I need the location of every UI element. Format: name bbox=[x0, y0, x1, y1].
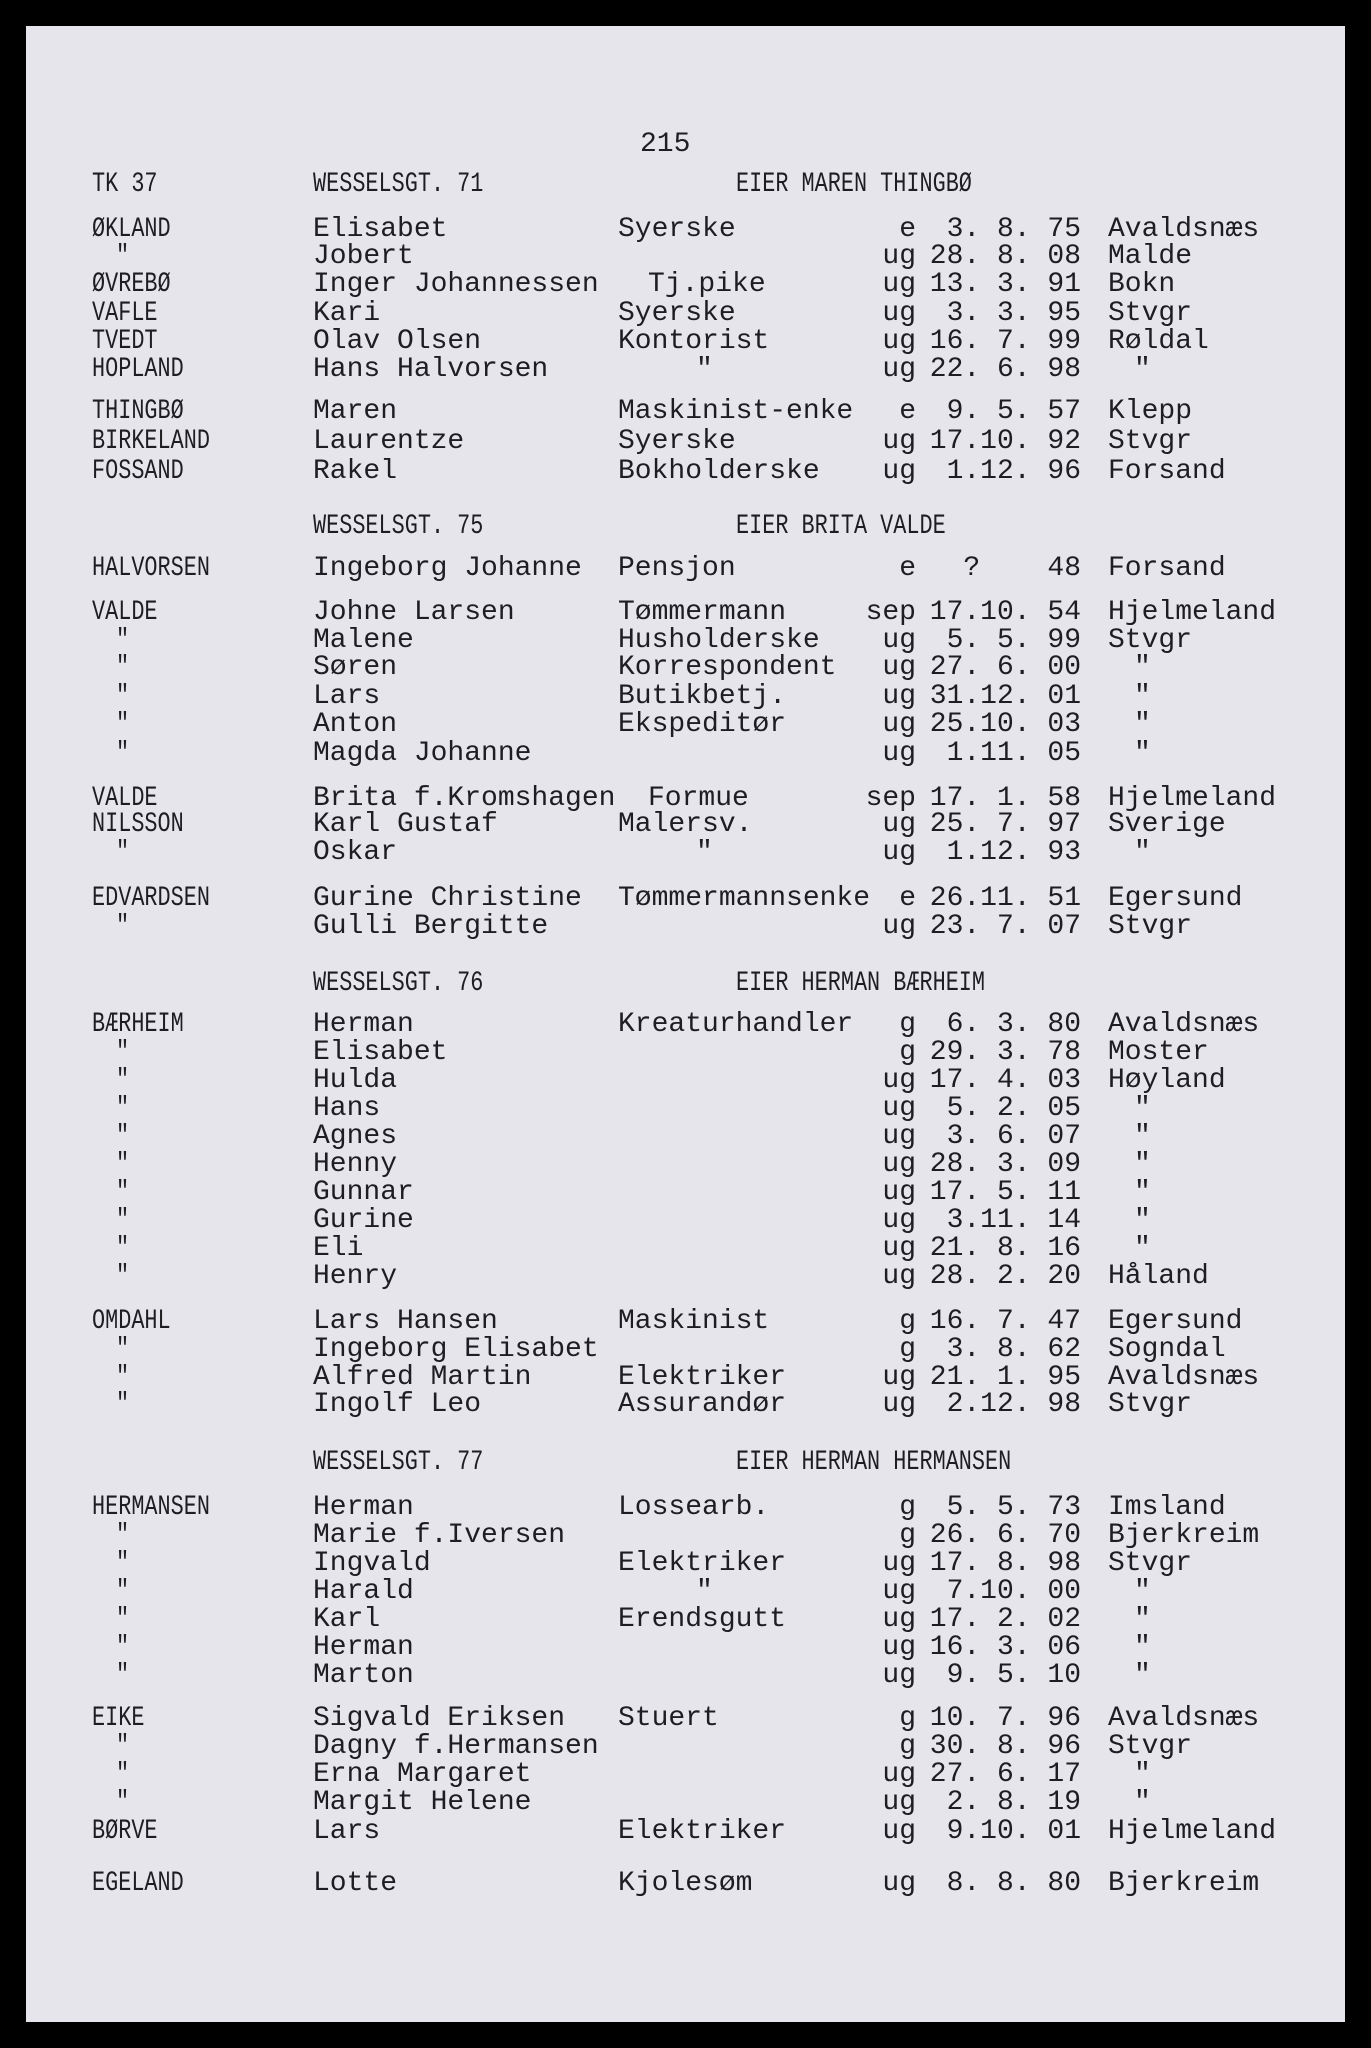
birthplace: " bbox=[1134, 1759, 1151, 1790]
given-name: Jobert bbox=[313, 241, 414, 272]
marital-status: ug bbox=[882, 1787, 916, 1818]
birth-date: 3. 8. 75 bbox=[946, 214, 1081, 245]
marital-status: e bbox=[899, 553, 916, 584]
section-owner: EIER MAREN THINGBØ bbox=[736, 169, 972, 200]
occupation: Elektriker bbox=[618, 1548, 787, 1579]
surname: " bbox=[116, 1121, 130, 1152]
surname: " bbox=[116, 1233, 130, 1264]
marital-status: ug bbox=[882, 1632, 916, 1663]
birthplace: " bbox=[1134, 354, 1151, 385]
birth-date: 25.10. 03 bbox=[929, 709, 1081, 740]
marital-status: g bbox=[899, 1334, 916, 1365]
occupation: Formue bbox=[648, 783, 749, 814]
birthplace: Håland bbox=[1108, 1261, 1209, 1292]
birth-date: 3. 6. 07 bbox=[946, 1121, 1081, 1152]
birthplace: " bbox=[1134, 1205, 1151, 1236]
occupation: Ekspeditør bbox=[618, 709, 787, 740]
surname: " bbox=[116, 1149, 130, 1180]
district-label: TK 37 bbox=[92, 169, 158, 200]
occupation: Pensjon bbox=[618, 553, 736, 584]
birthplace: Stvgr bbox=[1108, 298, 1193, 329]
given-name: Søren bbox=[313, 652, 398, 683]
section-address: WESSELSGT. 75 bbox=[313, 511, 484, 542]
occupation: Korrespondent bbox=[618, 652, 837, 683]
surname: " bbox=[116, 709, 130, 740]
section-address: WESSELSGT. 76 bbox=[313, 968, 484, 999]
occupation: Malersv. bbox=[618, 809, 753, 840]
surname: EIKE bbox=[92, 1703, 145, 1734]
birth-date: 10. 7. 96 bbox=[929, 1703, 1081, 1734]
birthplace: Stvgr bbox=[1108, 1389, 1193, 1420]
marital-status: ug bbox=[882, 1177, 916, 1208]
given-name: Gulli Bergitte bbox=[313, 911, 549, 942]
given-name: Henry bbox=[313, 1261, 398, 1292]
surname: HERMANSEN bbox=[92, 1492, 210, 1523]
marital-status: g bbox=[899, 1731, 916, 1762]
occupation: Syerske bbox=[618, 214, 736, 245]
occupation: Erendsgutt bbox=[618, 1604, 787, 1635]
birthplace: Klepp bbox=[1108, 396, 1193, 427]
birth-date: 9.10. 01 bbox=[946, 1816, 1081, 1847]
birth-date: 3. 8. 62 bbox=[946, 1334, 1081, 1365]
marital-status: ug bbox=[882, 1065, 916, 1096]
surname: HOPLAND bbox=[92, 354, 184, 385]
birth-date: 26. 6. 70 bbox=[929, 1520, 1081, 1551]
given-name: Ingeborg Elisabet bbox=[313, 1334, 599, 1365]
marital-status: ug bbox=[882, 709, 916, 740]
birth-date: 3.11. 14 bbox=[946, 1205, 1081, 1236]
birthplace: Hjelmeland bbox=[1108, 597, 1277, 628]
marital-status: ug bbox=[882, 1576, 916, 1607]
occupation: Butikbetj. bbox=[618, 681, 787, 712]
given-name: Erna Margaret bbox=[313, 1759, 532, 1790]
birth-date: 1.12. 96 bbox=[946, 456, 1081, 487]
birth-date: 8. 8. 80 bbox=[946, 1868, 1081, 1899]
marital-status: g bbox=[899, 1703, 916, 1734]
occupation: Bokholderske bbox=[618, 456, 820, 487]
birthplace: Avaldsnæs bbox=[1108, 1703, 1260, 1734]
marital-status: ug bbox=[882, 625, 916, 656]
given-name: Brita f.Kromshagen bbox=[313, 783, 616, 814]
birth-date: 17. 5. 11 bbox=[929, 1177, 1081, 1208]
occupation: Tj.pike bbox=[648, 269, 766, 300]
marital-status: ug bbox=[882, 1093, 916, 1124]
surname: " bbox=[116, 1759, 130, 1790]
birth-date: 17.10. 54 bbox=[929, 597, 1081, 628]
marital-status: ug bbox=[882, 1261, 916, 1292]
marital-status: sep bbox=[865, 597, 916, 628]
birth-date: 27. 6. 00 bbox=[929, 652, 1081, 683]
birth-date: 17.10. 92 bbox=[929, 426, 1081, 457]
marital-status: ug bbox=[882, 1660, 916, 1691]
marital-status: ug bbox=[882, 1121, 916, 1152]
surname: VAFLE bbox=[92, 298, 158, 329]
given-name: Oskar bbox=[313, 837, 398, 868]
marital-status: g bbox=[899, 1306, 916, 1337]
birth-date: 27. 6. 17 bbox=[929, 1759, 1081, 1790]
birthplace: " bbox=[1134, 1576, 1151, 1607]
surname: " bbox=[116, 1093, 130, 1124]
birth-date: 17. 4. 03 bbox=[929, 1065, 1081, 1096]
section-owner: EIER HERMAN BÆRHEIM bbox=[736, 968, 986, 999]
given-name: Ingolf Leo bbox=[313, 1389, 482, 1420]
surname: THINGBØ bbox=[92, 396, 184, 427]
surname: " bbox=[116, 241, 130, 272]
marital-status: ug bbox=[882, 1205, 916, 1236]
birthplace: " bbox=[1134, 1604, 1151, 1635]
birth-date: 5. 5. 73 bbox=[946, 1492, 1081, 1523]
birthplace: Stvgr bbox=[1108, 911, 1193, 942]
birth-date: 17. 1. 58 bbox=[929, 783, 1081, 814]
birthplace: Avaldsnæs bbox=[1108, 1009, 1260, 1040]
occupation: " bbox=[696, 837, 713, 868]
surname: OMDAHL bbox=[92, 1306, 171, 1337]
birthplace: Avaldsnæs bbox=[1108, 1362, 1260, 1393]
surname: HALVORSEN bbox=[92, 553, 210, 584]
given-name: Harald bbox=[313, 1576, 414, 1607]
given-name: Herman bbox=[313, 1492, 414, 1523]
surname: " bbox=[116, 681, 130, 712]
birthplace: " bbox=[1134, 709, 1151, 740]
marital-status: ug bbox=[882, 241, 916, 272]
given-name: Anton bbox=[313, 709, 398, 740]
birth-date: 17. 8. 98 bbox=[929, 1548, 1081, 1579]
given-name: Eli bbox=[313, 1233, 364, 1264]
occupation: Kreaturhandler bbox=[618, 1009, 854, 1040]
given-name: Henny bbox=[313, 1149, 398, 1180]
surname: " bbox=[116, 625, 130, 656]
birthplace: Sverige bbox=[1108, 809, 1226, 840]
birth-date: 21. 1. 95 bbox=[929, 1362, 1081, 1393]
birthplace: Egersund bbox=[1108, 1306, 1243, 1337]
birth-date: 13. 3. 91 bbox=[929, 269, 1081, 300]
marital-status: ug bbox=[882, 1759, 916, 1790]
given-name: Lars bbox=[313, 1816, 381, 1847]
given-name: Sigvald Eriksen bbox=[313, 1703, 566, 1734]
birthplace: " bbox=[1134, 1787, 1151, 1818]
marital-status: ug bbox=[882, 456, 916, 487]
birth-date: 28. 8. 08 bbox=[929, 241, 1081, 272]
marital-status: sep bbox=[865, 783, 916, 814]
surname: " bbox=[116, 911, 130, 942]
marital-status: ug bbox=[882, 354, 916, 385]
marital-status: g bbox=[899, 1037, 916, 1068]
marital-status: ug bbox=[882, 1149, 916, 1180]
birth-date: 23. 7. 07 bbox=[929, 911, 1081, 942]
birthplace: " bbox=[1134, 1233, 1151, 1264]
occupation: Stuert bbox=[618, 1703, 719, 1734]
given-name: Inger Johannessen bbox=[313, 269, 599, 300]
surname: ØVREBØ bbox=[92, 269, 171, 300]
birth-date: 29. 3. 78 bbox=[929, 1037, 1081, 1068]
occupation: Kontorist bbox=[618, 326, 770, 357]
given-name: Herman bbox=[313, 1632, 414, 1663]
marital-status: ug bbox=[882, 326, 916, 357]
given-name: Marton bbox=[313, 1660, 414, 1691]
occupation: Elektriker bbox=[618, 1362, 787, 1393]
marital-status: ug bbox=[882, 1548, 916, 1579]
marital-status: ug bbox=[882, 809, 916, 840]
birthplace: Avaldsnæs bbox=[1108, 214, 1260, 245]
birthplace: " bbox=[1134, 1149, 1151, 1180]
birthplace: Røldal bbox=[1108, 326, 1209, 357]
birth-date: 21. 8. 16 bbox=[929, 1233, 1081, 1264]
surname: NILSSON bbox=[92, 809, 184, 840]
given-name: Rakel bbox=[313, 456, 398, 487]
given-name: Herman bbox=[313, 1009, 414, 1040]
birth-date: 9. 5. 10 bbox=[946, 1660, 1081, 1691]
given-name: Lars Hansen bbox=[313, 1306, 498, 1337]
section-owner: EIER BRITA VALDE bbox=[736, 511, 946, 542]
occupation: " bbox=[696, 354, 713, 385]
given-name: Agnes bbox=[313, 1121, 398, 1152]
given-name: Karl bbox=[313, 1604, 381, 1635]
surname: " bbox=[116, 1389, 130, 1420]
birthplace: Sogndal bbox=[1108, 1334, 1226, 1365]
birth-date: 5. 5. 99 bbox=[946, 625, 1081, 656]
occupation: Tømmermannsenke bbox=[618, 883, 871, 914]
surname: ØKLAND bbox=[92, 214, 171, 245]
marital-status: ug bbox=[882, 681, 916, 712]
occupation: Husholderske bbox=[618, 625, 820, 656]
surname: " bbox=[116, 1334, 130, 1365]
surname: " bbox=[116, 1576, 130, 1607]
birth-date: 1.11. 05 bbox=[946, 738, 1081, 769]
birthplace: Malde bbox=[1108, 241, 1193, 272]
birthplace: Stvgr bbox=[1108, 625, 1193, 656]
birth-date: 25. 7. 97 bbox=[929, 809, 1081, 840]
given-name: Lotte bbox=[313, 1868, 398, 1899]
surname: " bbox=[116, 1731, 130, 1762]
given-name: Ingeborg Johanne bbox=[313, 553, 582, 584]
surname: " bbox=[116, 738, 130, 769]
marital-status: ug bbox=[882, 911, 916, 942]
given-name: Lars bbox=[313, 681, 381, 712]
surname: " bbox=[116, 1660, 130, 1691]
marital-status: e bbox=[899, 396, 916, 427]
birth-date: 16. 7. 47 bbox=[929, 1306, 1081, 1337]
marital-status: ug bbox=[882, 298, 916, 329]
paper-sheet bbox=[26, 26, 1345, 2022]
birth-date: 31.12. 01 bbox=[929, 681, 1081, 712]
given-name: Ingvald bbox=[313, 1548, 431, 1579]
birthplace: Stvgr bbox=[1108, 1731, 1193, 1762]
birthplace: " bbox=[1134, 681, 1151, 712]
section-address: WESSELSGT. 77 bbox=[313, 1447, 484, 1478]
surname: " bbox=[116, 652, 130, 683]
surname: " bbox=[116, 1520, 130, 1551]
birthplace: Bjerkreim bbox=[1108, 1520, 1260, 1551]
surname: VALDE bbox=[92, 783, 158, 814]
surname: FOSSAND bbox=[92, 456, 184, 487]
birth-date: 30. 8. 96 bbox=[929, 1731, 1081, 1762]
given-name: Hans bbox=[313, 1093, 381, 1124]
birthplace: Imsland bbox=[1108, 1492, 1226, 1523]
given-name: Elisabet bbox=[313, 214, 448, 245]
birth-date: 16. 3. 06 bbox=[929, 1632, 1081, 1663]
occupation: Kjolesøm bbox=[618, 1868, 753, 1899]
marital-status: ug bbox=[882, 1362, 916, 1393]
given-name: Elisabet bbox=[313, 1037, 448, 1068]
birth-date: 7.10. 00 bbox=[946, 1576, 1081, 1607]
given-name: Laurentze bbox=[313, 426, 465, 457]
section-owner: EIER HERMAN HERMANSEN bbox=[736, 1447, 1012, 1478]
surname: " bbox=[116, 1177, 130, 1208]
occupation: Tømmermann bbox=[618, 597, 787, 628]
birthplace: " bbox=[1134, 1632, 1151, 1663]
birth-date: 22. 6. 98 bbox=[929, 354, 1081, 385]
given-name: Gurine Christine bbox=[313, 883, 582, 914]
occupation: Elektriker bbox=[618, 1816, 787, 1847]
birth-date: 9. 5. 57 bbox=[946, 396, 1081, 427]
birth-date: 16. 7. 99 bbox=[929, 326, 1081, 357]
birthplace: " bbox=[1134, 1121, 1151, 1152]
given-name: Karl Gustaf bbox=[313, 809, 498, 840]
surname: " bbox=[116, 1261, 130, 1292]
marital-status: ug bbox=[882, 738, 916, 769]
surname: " bbox=[116, 1065, 130, 1096]
birthplace: " bbox=[1134, 837, 1151, 868]
birth-date: 6. 3. 80 bbox=[946, 1009, 1081, 1040]
marital-status: ug bbox=[882, 1868, 916, 1899]
marital-status: ug bbox=[882, 652, 916, 683]
occupation: Syerske bbox=[618, 298, 736, 329]
birth-date: 2. 8. 19 bbox=[946, 1787, 1081, 1818]
birth-date: 28. 2. 20 bbox=[929, 1261, 1081, 1292]
section-address: WESSELSGT. 71 bbox=[313, 169, 484, 200]
surname: " bbox=[116, 1604, 130, 1635]
surname: " bbox=[116, 1632, 130, 1663]
surname: " bbox=[116, 1037, 130, 1068]
birthplace: Hjelmeland bbox=[1108, 783, 1277, 814]
surname: BØRVE bbox=[92, 1816, 158, 1847]
given-name: Maren bbox=[313, 396, 398, 427]
marital-status: ug bbox=[882, 837, 916, 868]
birth-date: ? 48 bbox=[963, 553, 1081, 584]
occupation: Syerske bbox=[618, 426, 736, 457]
marital-status: ug bbox=[882, 269, 916, 300]
surname: BÆRHEIM bbox=[92, 1009, 184, 1040]
given-name: Johne Larsen bbox=[313, 597, 515, 628]
surname: " bbox=[116, 1787, 130, 1818]
birthplace: Bokn bbox=[1108, 269, 1176, 300]
surname: VALDE bbox=[92, 597, 158, 628]
birth-date: 1.12. 93 bbox=[946, 837, 1081, 868]
birthplace: " bbox=[1134, 1093, 1151, 1124]
given-name: Kari bbox=[313, 298, 381, 329]
given-name: Gunnar bbox=[313, 1177, 414, 1208]
occupation: Maskinist-enke bbox=[618, 396, 854, 427]
birthplace: " bbox=[1134, 1660, 1151, 1691]
marital-status: ug bbox=[882, 1233, 916, 1264]
marital-status: e bbox=[899, 883, 916, 914]
marital-status: ug bbox=[882, 1389, 916, 1420]
given-name: Malene bbox=[313, 625, 414, 656]
surname: " bbox=[116, 1205, 130, 1236]
birthplace: " bbox=[1134, 652, 1151, 683]
birthplace: Bjerkreim bbox=[1108, 1868, 1260, 1899]
occupation: Assurandør bbox=[618, 1389, 787, 1420]
birthplace: Forsand bbox=[1108, 456, 1226, 487]
surname: BIRKELAND bbox=[92, 426, 210, 457]
given-name: Alfred Martin bbox=[313, 1362, 532, 1393]
marital-status: ug bbox=[882, 1816, 916, 1847]
birthplace: Stvgr bbox=[1108, 426, 1193, 457]
given-name: Olav Olsen bbox=[313, 326, 482, 357]
birthplace: Forsand bbox=[1108, 553, 1226, 584]
given-name: Margit Helene bbox=[313, 1787, 532, 1818]
given-name: Dagny f.Hermansen bbox=[313, 1731, 599, 1762]
birth-date: 28. 3. 09 bbox=[929, 1149, 1081, 1180]
birthplace: Egersund bbox=[1108, 883, 1243, 914]
birth-date: 5. 2. 05 bbox=[946, 1093, 1081, 1124]
birthplace: Høyland bbox=[1108, 1065, 1226, 1096]
birth-date: 17. 2. 02 bbox=[929, 1604, 1081, 1635]
birthplace: " bbox=[1134, 738, 1151, 769]
given-name: Marie f.Iversen bbox=[313, 1520, 566, 1551]
occupation: Maskinist bbox=[618, 1306, 770, 1337]
surname: " bbox=[116, 837, 130, 868]
surname: EGELAND bbox=[92, 1868, 184, 1899]
surname: " bbox=[116, 1548, 130, 1579]
birthplace: " bbox=[1134, 1177, 1151, 1208]
marital-status: g bbox=[899, 1520, 916, 1551]
given-name: Hans Halvorsen bbox=[313, 354, 549, 385]
surname: TVEDT bbox=[92, 326, 158, 357]
surname: EDVARDSEN bbox=[92, 883, 210, 914]
birthplace: Moster bbox=[1108, 1037, 1209, 1068]
given-name: Hulda bbox=[313, 1065, 398, 1096]
occupation: Lossearb. bbox=[618, 1492, 770, 1523]
marital-status: ug bbox=[882, 1604, 916, 1635]
marital-status: e bbox=[899, 214, 916, 245]
birthplace: Stvgr bbox=[1108, 1548, 1193, 1579]
birth-date: 2.12. 98 bbox=[946, 1389, 1081, 1420]
page-number: 215 bbox=[640, 129, 691, 160]
given-name: Magda Johanne bbox=[313, 738, 532, 769]
surname: " bbox=[116, 1362, 130, 1393]
given-name: Gurine bbox=[313, 1205, 414, 1236]
birthplace: Hjelmeland bbox=[1108, 1816, 1277, 1847]
marital-status: ug bbox=[882, 426, 916, 457]
birth-date: 3. 3. 95 bbox=[946, 298, 1081, 329]
marital-status: g bbox=[899, 1492, 916, 1523]
marital-status: g bbox=[899, 1009, 916, 1040]
birth-date: 26.11. 51 bbox=[929, 883, 1081, 914]
occupation: " bbox=[696, 1576, 713, 1607]
